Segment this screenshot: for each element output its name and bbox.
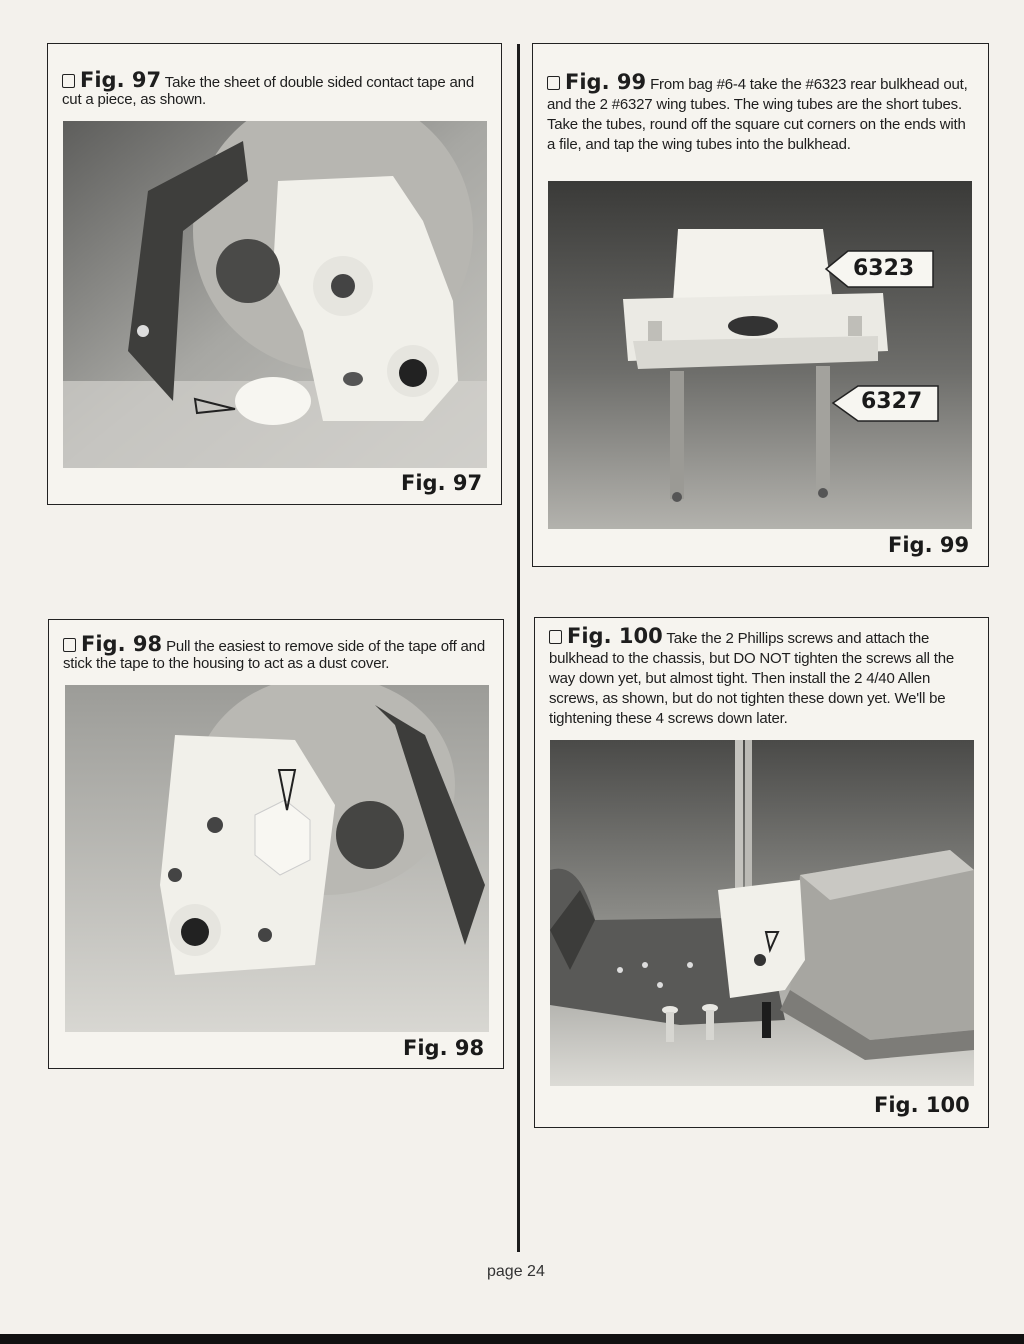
column-divider: [517, 44, 520, 1252]
fig99-checkbox[interactable]: [547, 76, 560, 90]
fig100-panel: [534, 617, 989, 1128]
fig99-callout-6323: 6323: [853, 256, 915, 281]
fig98-panel: [48, 619, 504, 1069]
fig99-text: From bag #6-4 take the #6323 rear bulkhead out, and the 2 #6327 wing tubes. The wing tubes are the short tubes. Take the tubes, round off the square cut corners on the ends with a file, and tap the wing tubes into the bulkhead.: [547, 76, 968, 153]
fig99-title: Fig. 99: [565, 70, 647, 94]
fig100-title: Fig. 100: [567, 624, 663, 648]
fig100-label: Fig. 100: [874, 1093, 970, 1117]
fig99-label: Fig. 99: [888, 533, 970, 557]
fig97-title: Fig. 97: [80, 68, 162, 92]
fig99-caption: [547, 72, 975, 155]
fig97-text: Take the sheet of double sided contact tape and cut a piece, as shown.: [62, 74, 474, 108]
fig97-panel: [47, 43, 502, 505]
fig98-photo: [65, 685, 489, 1032]
fig100-text: Take the 2 Phillips screws and attach the bulkhead to the chassis, but DO NOT tighten the screws all the way down yet, but almost tight. Then install the 2 4/40 Allen screws, as shown, but do not tighten these down yet. We'll be tightening these 4 screws down later.: [549, 630, 955, 727]
fig100-photo: [550, 740, 974, 1086]
fig98-text: Pull the easiest to remove side of the tape off and stick the tape to the housing to act as a dust cover.: [63, 638, 485, 672]
fig98-checkbox[interactable]: [63, 638, 76, 652]
fig100-caption: [549, 626, 977, 729]
fig99-photo: [548, 181, 972, 529]
fig99-panel: [532, 43, 989, 567]
fig97-label: Fig. 97: [401, 471, 483, 495]
scan-edge: [0, 1334, 1024, 1344]
fig97-caption: [62, 68, 488, 108]
page-number: page 24: [487, 1263, 545, 1280]
fig99-callout-6327: 6327: [861, 389, 923, 414]
fig97-photo: [63, 121, 487, 468]
fig100-checkbox[interactable]: [549, 630, 562, 644]
fig97-checkbox[interactable]: [62, 74, 75, 88]
fig98-title: Fig. 98: [81, 632, 163, 656]
fig98-label: Fig. 98: [403, 1036, 485, 1060]
fig98-caption: [63, 632, 491, 672]
